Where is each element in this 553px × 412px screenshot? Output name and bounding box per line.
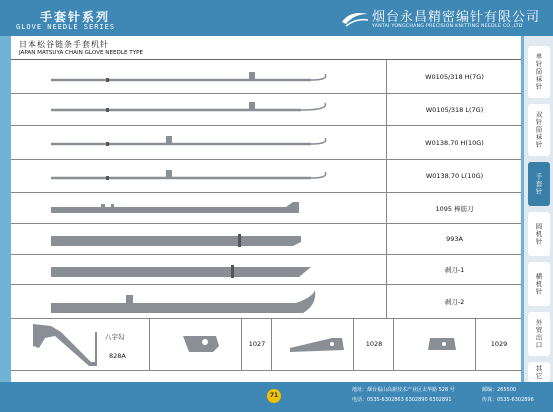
blade-image (11, 224, 386, 254)
header-bar (0, 0, 553, 36)
product-model: W0105/318 H(7G) (386, 60, 522, 93)
accessory-code: 828A (109, 352, 126, 360)
category-sidebar (524, 36, 553, 382)
product-row (11, 160, 521, 193)
sidebar-tab-circular[interactable]: 圆机针 (528, 212, 550, 256)
page-number-badge: 71 (267, 389, 281, 403)
part-image (272, 318, 354, 370)
part-image (394, 318, 476, 370)
product-row (11, 60, 521, 94)
company-name-en: YANTAI YONGCHANG PRECISION KNITTING NEEDLE CO.,LTD (372, 24, 523, 29)
needle-image (11, 60, 386, 93)
accessory-cell (393, 318, 476, 370)
sidebar-tab-other[interactable]: 其它 (528, 362, 550, 382)
footer-postcode: 邮编：265500 (482, 387, 517, 393)
sidebar-tab-glove[interactable]: 手套针 (528, 162, 550, 206)
product-model: 1095 棒筋刀 (386, 193, 522, 223)
sidebar-tab-flat[interactable]: 横机针 (528, 262, 550, 306)
product-row (11, 193, 521, 224)
product-model: 993A (386, 224, 522, 254)
blade-image (11, 255, 386, 284)
sidebar-tab-single-cylinder[interactable]: 单针筒袜针 (528, 46, 550, 98)
product-model: W0105/318 L(7G) (386, 94, 522, 125)
company-logo-icon (340, 8, 370, 28)
hook-image (11, 318, 121, 370)
accessory-code: 1029 (475, 318, 522, 370)
sidebar-tab-double-cylinder[interactable]: 双针筒袜针 (528, 104, 550, 156)
accessory-label: 八字勾 (105, 333, 125, 341)
accessory-cell (11, 318, 126, 370)
catalog-panel (11, 36, 521, 382)
product-row (11, 94, 521, 126)
accessory-cell (151, 318, 231, 370)
product-model: W0138.70 L(10G) (386, 160, 522, 192)
blade-image (11, 285, 386, 318)
needle-image (11, 160, 386, 192)
blade-image (11, 193, 386, 223)
accessory-code: 1027 (241, 318, 272, 370)
part-image (151, 318, 231, 370)
accessory-code: 1028 (353, 318, 394, 370)
series-title: 手套针系列 (40, 10, 111, 24)
section-subtitle: JAPAN MATSUYA CHAIN GLOVE NEEDLE TYPE (19, 50, 144, 56)
footer-fax: 传真：0535-6302896 (482, 397, 534, 403)
accessory-cell (271, 318, 354, 370)
product-row (11, 224, 521, 255)
accessories-row (11, 318, 521, 371)
product-row (11, 126, 521, 160)
needle-image (11, 94, 386, 125)
footer-phone: 电话：0535-6302863 6302890 6302891 (352, 397, 452, 403)
product-model: 剥刀-1 (386, 255, 522, 284)
needle-image (11, 126, 386, 159)
footer-address: 地址：烟台福山高新技术产业区太华路 528 号 (352, 387, 455, 393)
footer-bar (0, 382, 553, 412)
sidebar-tab-export[interactable]: 外贸出口 (528, 312, 550, 356)
product-model: 剥刀-2 (386, 285, 522, 318)
company-name: 烟台永昌精密编针有限公司 (372, 10, 541, 25)
product-row (11, 255, 521, 285)
product-row (11, 285, 521, 319)
section-title: 日本松谷链条手套机针 (19, 40, 109, 49)
product-model: W0138.70 H(10G) (386, 126, 522, 159)
series-title-en: GLOVE NEEDLE SERIES (16, 23, 116, 31)
